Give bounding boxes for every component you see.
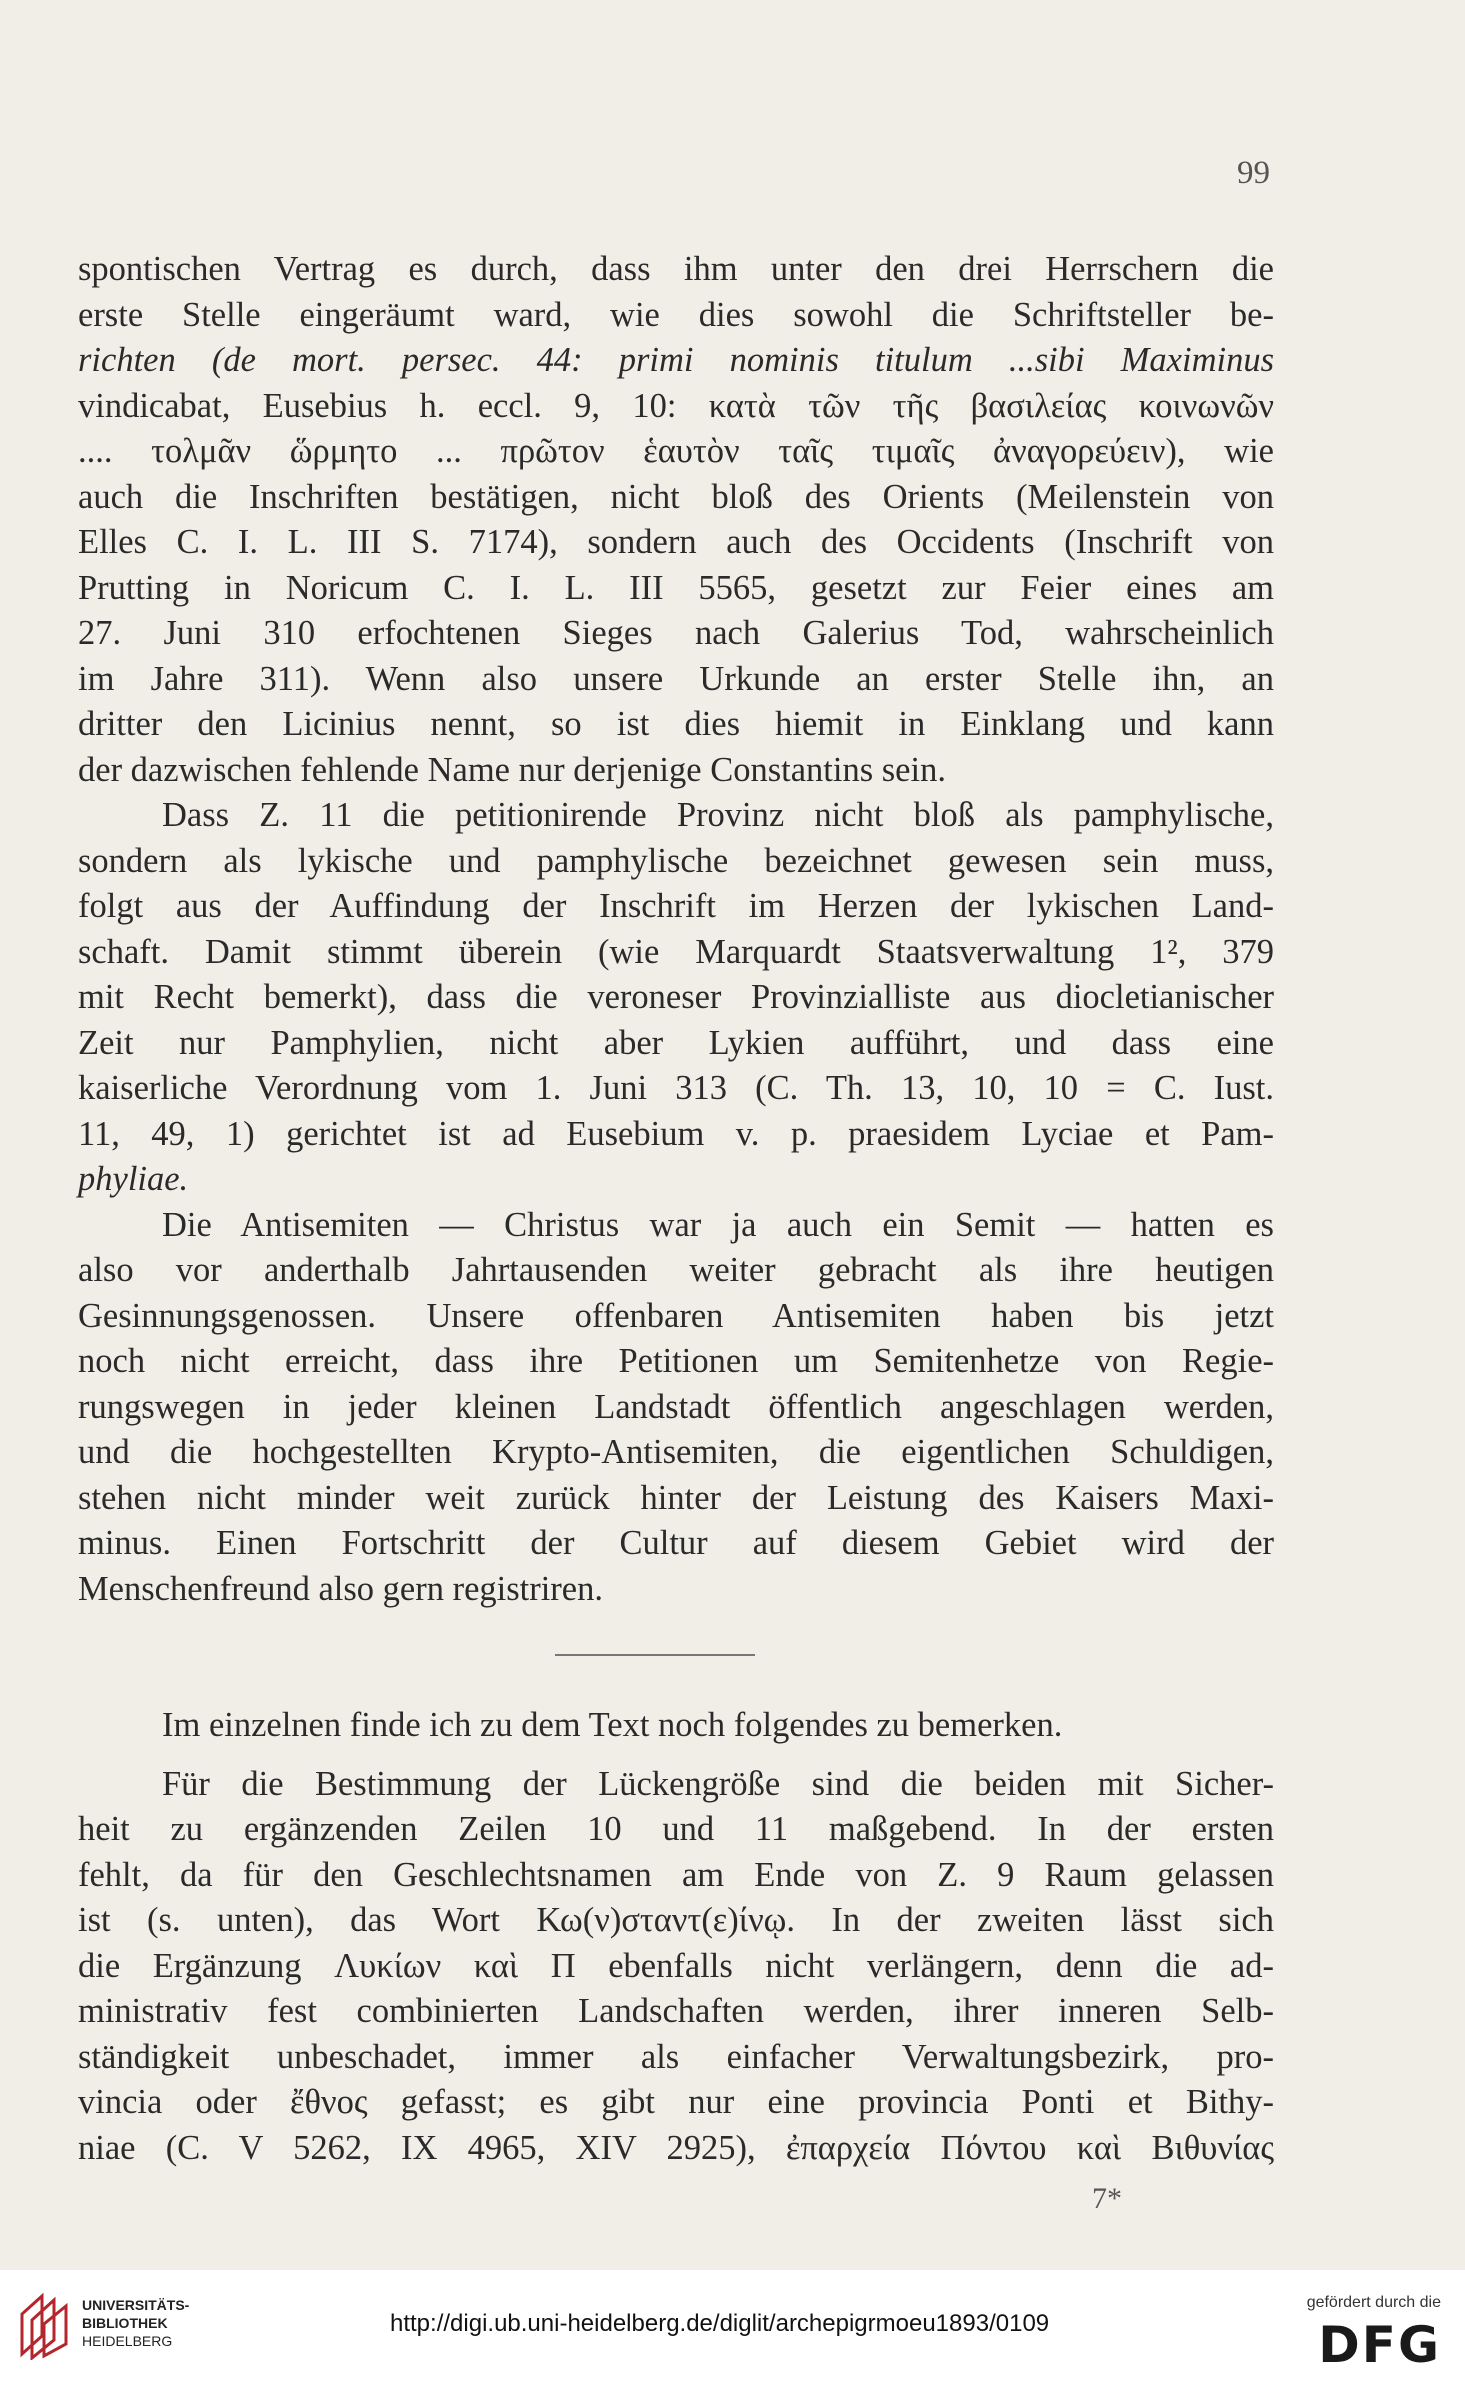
text-line: Elles C. I. L. III S. 7174), sondern auch des Occidents (Inschrift von: [78, 523, 1274, 561]
text-block-upper: [78, 247, 1274, 1612]
text-line: ministrativ fest combinierten Landschaften werden, ihrer inneren Selb-: [78, 1992, 1274, 2030]
section-divider: [555, 1654, 755, 1656]
text-line: richten (de mort. persec. 44: primi nominis titulum ...sibi Maximinus: [78, 341, 1274, 379]
text-line: also vor anderthalb Jahrtausenden weiter gebracht als ihre heutigen: [78, 1251, 1274, 1289]
dfg-logo: DFG: [1318, 2316, 1441, 2374]
text-line: Für die Bestimmung der Lückengröße sind die beiden mit Sicher-: [162, 1764, 1274, 1803]
text-line: erste Stelle eingeräumt ward, wie dies sowohl die Schriftsteller be-: [78, 295, 1274, 334]
text-line: auch die Inschriften bestätigen, nicht bloß des Orients (Meilenstein von: [78, 477, 1274, 516]
text-line: Prutting in Noricum C. I. L. III 5565, gesetzt zur Feier eines am: [78, 568, 1274, 607]
text-line: Gesinnungsgenossen. Unsere offenbaren Antisemiten haben bis jetzt: [78, 1296, 1274, 1335]
text-line: 11, 49, 1) gerichtet ist ad Eusebium v. p. praesidem Lyciae et Pam-: [78, 1114, 1274, 1153]
footer-bar: [0, 2270, 1465, 2381]
text-line: schaft. Damit stimmt überein (wie Marquardt Staatsverwaltung 1², 379: [78, 932, 1274, 971]
library-name-line: UNIVERSITÄTS-: [82, 2297, 190, 2313]
text-line: vincia oder ἔθνος gefasst; es gibt nur eine provincia Ponti et Bithy-: [78, 2083, 1274, 2121]
text-line: der dazwischen fehlende Name nur derjenige Constantins sein.: [78, 750, 946, 789]
library-name: [82, 2296, 189, 2350]
text-line: niae (C. V 5262, IX 4965, XIV 2925), ἐπαρχεία Πόντου καὶ Βιθυνίας: [78, 2128, 1274, 2167]
library-name-line: BIBLIOTHEK: [82, 2315, 168, 2331]
text-line: ist (s. unten), das Wort Κω(ν)σταντ(ε)ίνῳ. In der zweiten lässt sich: [78, 1901, 1274, 1939]
text-line: die Ergänzung Λυκίων καὶ Π ebenfalls nicht verlängern, denn die ad-: [78, 1946, 1274, 1985]
text-line: und die hochgestellten Krypto-Antisemiten, die eigentlichen Schuldigen,: [78, 1433, 1274, 1471]
text-line: spontischen Vertrag es durch, dass ihm unter den drei Herrschern die: [78, 250, 1274, 288]
text-line: folgt aus der Auffindung der Inschrift im Herzen der lykischen Land-: [78, 887, 1274, 925]
library-name-line: HEIDELBERG: [82, 2333, 173, 2349]
text-line: noch nicht erreicht, dass ihre Petitionen um Semitenhetze von Regie-: [78, 1342, 1274, 1380]
text-line: Die Antisemiten — Christus war ja auch ein Semit — hatten es: [162, 1205, 1274, 1244]
paragraph-1: [78, 247, 1274, 793]
text-line: .... τολμᾶν ὥρμητο ... πρῶτον ἑαυτὸν ταῖς τιμαῖς ἀναγορεύειν), wie: [78, 432, 1274, 470]
text-line: im Jahre 311). Wenn also unsere Urkunde an erster Stelle ihn, an: [78, 659, 1274, 698]
paragraph-2: [78, 793, 1274, 1203]
paragraph-4: [78, 1703, 1274, 1749]
text-line: vindicabat, Eusebius h. eccl. 9, 10: κατὰ τῶν τῆς βασιλείας κοινωνῶν: [78, 386, 1274, 425]
text-line: sondern als lykische und pamphylische bezeichnet gewesen sein muss,: [78, 841, 1274, 880]
text-line: ständigkeit unbeschadet, immer als einfacher Verwaltungsbezirk, pro-: [78, 2037, 1274, 2076]
text-line: stehen nicht minder weit zurück hinter der Leistung des Kaisers Maxi-: [78, 1478, 1274, 1517]
source-url-link[interactable]: http://digi.ub.uni-heidelberg.de/diglit/archepigrmoeu1893/0109: [390, 2310, 1050, 2337]
paragraph-5: [78, 1762, 1274, 2172]
signature-mark: 7*: [1092, 2182, 1122, 2215]
text-line: Dass Z. 11 die petitionirende Provinz nicht bloß als pamphylische,: [162, 796, 1274, 834]
library-logo-icon: [16, 2290, 72, 2360]
text-block-lower: [78, 1703, 1274, 2171]
page-number: 99: [1237, 155, 1270, 191]
text-line: Menschenfreund also gern registriren.: [78, 1569, 603, 1608]
text-line: fehlt, da für den Geschlechtsnamen am Ende von Z. 9 Raum gelassen: [78, 1855, 1274, 1894]
text-line: heit zu ergänzenden Zeilen 10 und 11 maßgebend. In der ersten: [78, 1810, 1274, 1848]
text-line: Im einzelnen finde ich zu dem Text noch folgendes zu bemerken.: [162, 1706, 1063, 1744]
text-line: minus. Einen Fortschritt der Cultur auf diesem Gebiet wird der: [78, 1524, 1274, 1562]
text-line: rungswegen in jeder kleinen Landstadt öffentlich angeschlagen werden,: [78, 1387, 1274, 1426]
text-line: phyliae.: [78, 1160, 189, 1198]
paragraph-3: [78, 1203, 1274, 1613]
text-line: dritter den Licinius nennt, so ist dies hiemit in Einklang und kann: [78, 705, 1274, 743]
text-line: kaiserliche Verordnung vom 1. Juni 313 (C. Th. 13, 10, 10 = C. Iust.: [78, 1069, 1274, 1107]
text-line: 27. Juni 310 erfochtenen Sieges nach Galerius Tod, wahrscheinlich: [78, 614, 1274, 652]
text-line: mit Recht bemerkt), dass die veroneser Provinzialliste aus diocletianischer: [78, 978, 1274, 1016]
text-line: Zeit nur Pamphylien, nicht aber Lykien aufführt, und dass eine: [78, 1023, 1274, 1062]
funding-label: gefördert durch die: [1306, 2294, 1441, 2311]
